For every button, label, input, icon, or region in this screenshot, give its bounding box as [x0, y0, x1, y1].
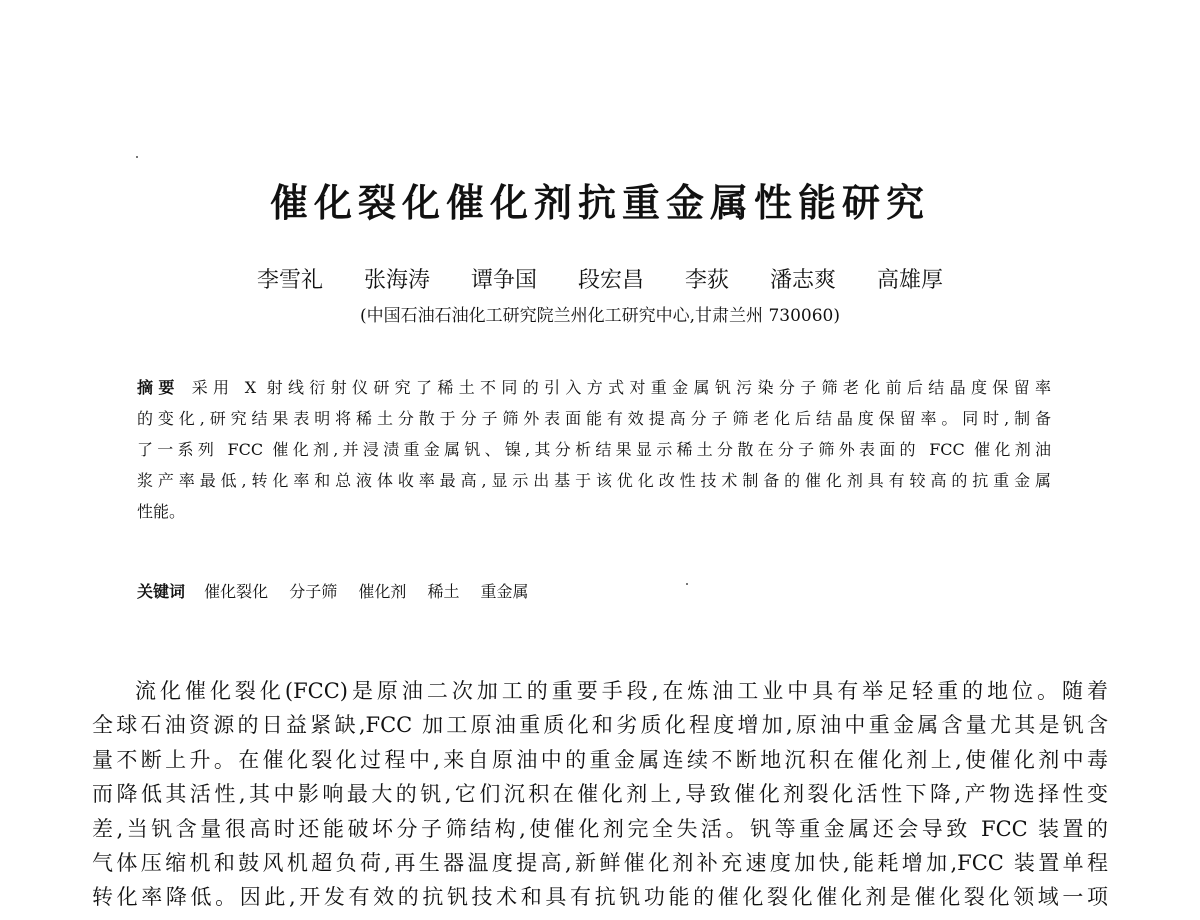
author: 李荻 [685, 268, 730, 293]
abstract-line: 性能。 [137, 502, 186, 521]
keyword: 催化裂化 [204, 582, 269, 601]
body-line: 量不断上升。在催化裂化过程中,来自原油中的重金属连续不断地沉积在催化剂上,使催化剂中毒 [92, 747, 1108, 772]
author: 段宏昌 [577, 268, 644, 293]
author: 谭争国 [470, 268, 537, 293]
body-line: 而降低其活性,其中影响最大的钒,它们沉积在催化剂上,导致催化剂裂化活性下降,产物选择性变 [92, 782, 1108, 807]
abstract [137, 372, 1051, 527]
keyword: 重金属 [480, 582, 529, 601]
author-list [0, 263, 1200, 294]
scan-speck [686, 583, 688, 585]
author: 张海涛 [363, 268, 430, 293]
body-line: 气体压缩机和鼓风机超负荷,再生器温度提高,新鲜催化剂补充速度加快,能耗增加,FCC 装置单程 [92, 850, 1108, 875]
abstract-line: 摘要 采用 X 射线衍射仪研究了稀土不同的引入方式对重金属钒污染分子筛老化前后结晶度保留率 [137, 378, 1051, 397]
scan-speck [136, 156, 138, 158]
author: 潘志爽 [770, 268, 837, 293]
paper-title: 催化裂化催化剂抗重金属性能研究 [269, 181, 930, 225]
body-line: 差,当钒含量很高时还能破坏分子筛结构,使催化剂完全失活。钒等重金属还会导致 FCC 装置的 [92, 816, 1108, 841]
keyword: 催化剂 [358, 582, 407, 601]
body-text [92, 674, 1108, 915]
keyword: 稀土 [427, 582, 460, 601]
keywords-label: 关键词 [137, 582, 186, 601]
abstract-line: 浆产率最低,转化率和总液体收率最高,显示出基于该优化改性技术制备的催化剂具有较高的抗重金属 [137, 471, 1051, 490]
abstract-line: 了一系列 FCC 催化剂,并浸渍重金属钒、镍,其分析结果显示稀土分散在分子筛外表面的 FCC 催化剂油 [137, 440, 1051, 459]
body-line: 转化率降低。因此,开发有效的抗钒技术和具有抗钒功能的催化裂化催化剂是催化裂化领域一项 [92, 885, 1108, 910]
abstract-label: 摘要 [137, 378, 180, 397]
author: 李雪礼 [256, 268, 323, 293]
keywords [137, 579, 545, 602]
body-line: 流化催化裂化(FCC)是原油二次加工的重要手段,在炼油工业中具有举足轻重的地位。随着 [135, 679, 1108, 703]
keyword: 分子筛 [289, 582, 338, 601]
body-line: 全球石油资源的日益紧缺,FCC 加工原油重质化和劣质化程度增加,原油中重金属含量尤其是钒含 [92, 713, 1108, 738]
abstract-line: 的变化,研究结果表明将稀土分散于分子筛外表面能有效提高分子筛老化后结晶度保留率。同时,制备 [137, 409, 1051, 428]
author: 高雄厚 [877, 268, 944, 293]
affiliation: (中国石油石油化工研究院兰州化工研究中心,甘肃兰州 730060) [360, 306, 840, 326]
